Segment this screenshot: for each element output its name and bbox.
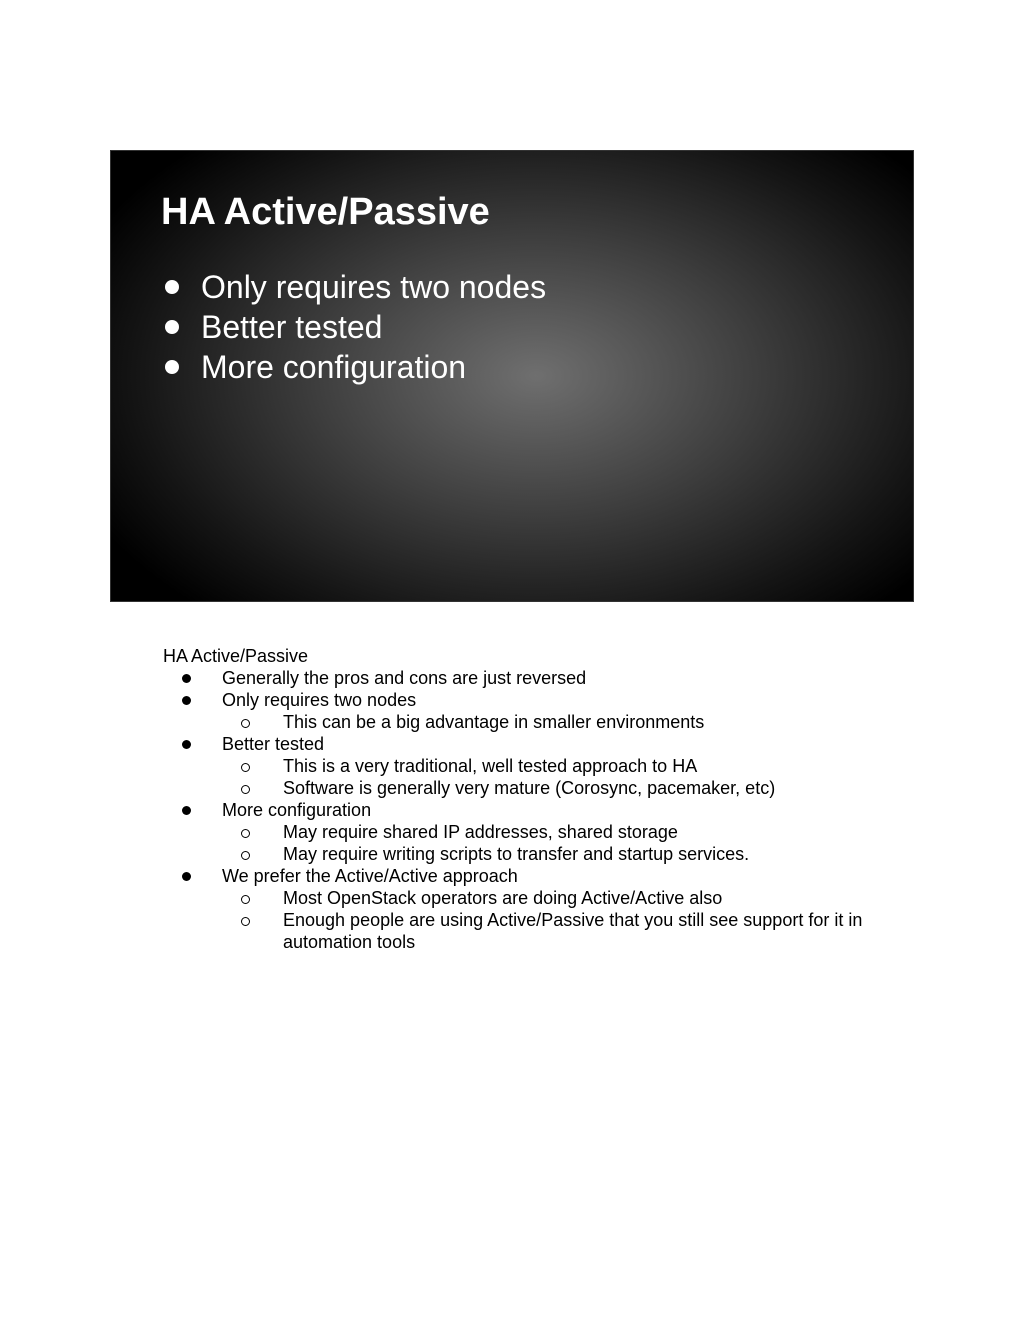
notes-subitem-text: May require writing scripts to transfer and startup services.	[283, 844, 750, 864]
notes-subitem-text: Most OpenStack operators are doing Active/Active also	[283, 888, 723, 908]
slide-bullet-text: Better tested	[201, 308, 383, 345]
hollow-bullet-icon	[241, 917, 250, 926]
slide-bullet-item	[163, 267, 546, 307]
notes-item-text: We prefer the Active/Active approach	[222, 866, 518, 886]
bullet-icon	[182, 806, 191, 815]
slide-bullet-item	[163, 307, 546, 347]
notes-item-text: Generally the pros and cons are just reversed	[222, 668, 587, 688]
slide-bullet-text: Only requires two nodes	[201, 268, 547, 305]
bullet-icon	[182, 740, 191, 749]
notes-item	[163, 689, 883, 711]
notes-item	[163, 667, 883, 689]
hollow-bullet-icon	[241, 829, 250, 838]
hollow-bullet-icon	[241, 895, 250, 904]
bullet-icon	[182, 674, 191, 683]
slide-thumbnail	[110, 150, 914, 602]
notes-subitem-text: May require shared IP addresses, shared storage	[283, 822, 678, 842]
notes-subitem-text: Software is generally very mature (Corosync, pacemaker, etc)	[283, 778, 776, 798]
bullet-icon	[182, 872, 191, 881]
hollow-bullet-icon	[241, 763, 250, 772]
notes-item	[163, 733, 883, 755]
notes-subitem	[163, 777, 883, 799]
bullet-icon	[165, 280, 179, 294]
hollow-bullet-icon	[241, 719, 250, 728]
slide-title: HA Active/Passive	[161, 191, 490, 233]
notes-subitem	[163, 909, 883, 953]
notes-subitem	[163, 711, 883, 733]
notes-item-text: Better tested	[222, 734, 325, 754]
slide-bullet-text: More configuration	[201, 348, 467, 385]
notes-subitem-text: Enough people are using Active/Passive that you still see support for it in automation tools	[283, 910, 863, 952]
notes-subitem	[163, 755, 883, 777]
slide-bullet-list	[163, 267, 546, 387]
notes-item	[163, 799, 883, 821]
notes-subitem-text: This is a very traditional, well tested approach to HA	[283, 756, 698, 776]
hollow-bullet-icon	[241, 785, 250, 794]
notes-subitem	[163, 821, 883, 843]
notes-subitem	[163, 887, 883, 909]
speaker-notes	[163, 645, 883, 953]
notes-item-text: More configuration	[222, 800, 372, 820]
slide-bullet-item	[163, 347, 546, 387]
bullet-icon	[165, 360, 179, 374]
notes-item	[163, 865, 883, 887]
notes-title: HA Active/Passive	[163, 646, 309, 666]
bullet-icon	[182, 696, 191, 705]
notes-subitem	[163, 843, 883, 865]
bullet-icon	[165, 320, 179, 334]
notes-subitem-text: This can be a big advantage in smaller environments	[283, 712, 705, 732]
notes-item-text: Only requires two nodes	[222, 690, 417, 710]
hollow-bullet-icon	[241, 851, 250, 860]
